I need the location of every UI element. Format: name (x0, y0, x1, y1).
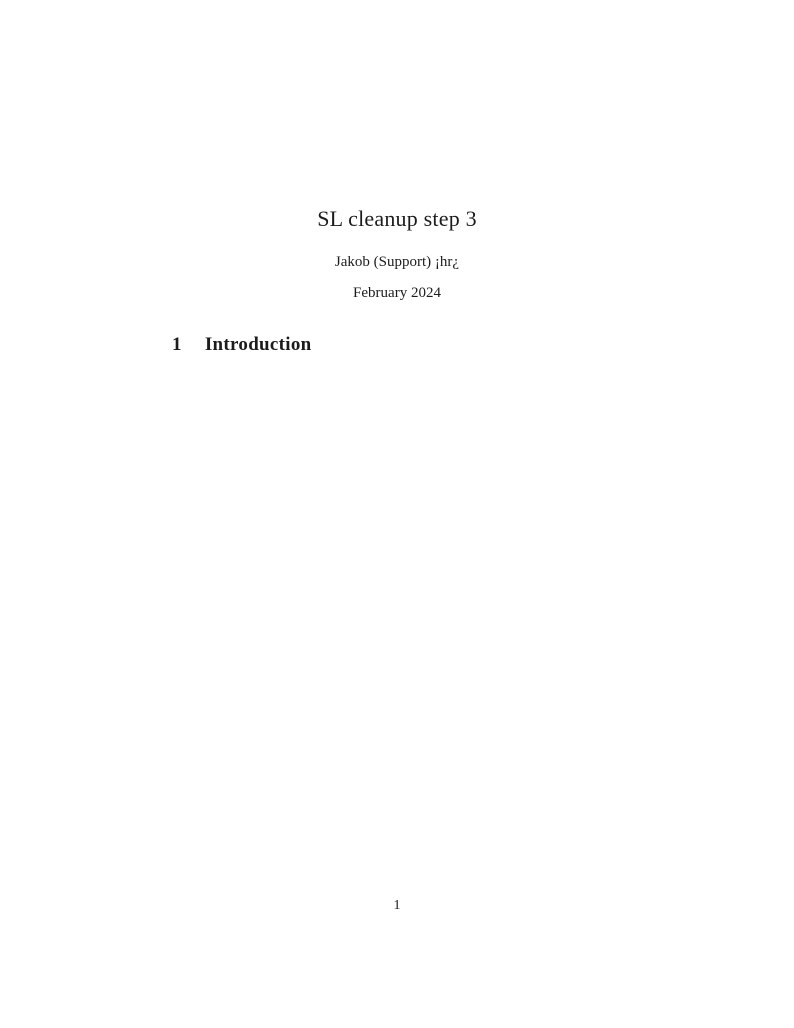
page-footer (0, 898, 794, 914)
section-heading (172, 334, 312, 356)
section-title: Introduction (204, 334, 312, 355)
document-author: Jakob (Support) ¡hr¿ (334, 254, 460, 270)
document-title: SL cleanup step 3 (317, 206, 477, 231)
title-block (0, 206, 794, 302)
section-number: 1 (172, 334, 182, 355)
page-number: 1 (393, 898, 401, 913)
document-date: February 2024 (353, 285, 441, 301)
